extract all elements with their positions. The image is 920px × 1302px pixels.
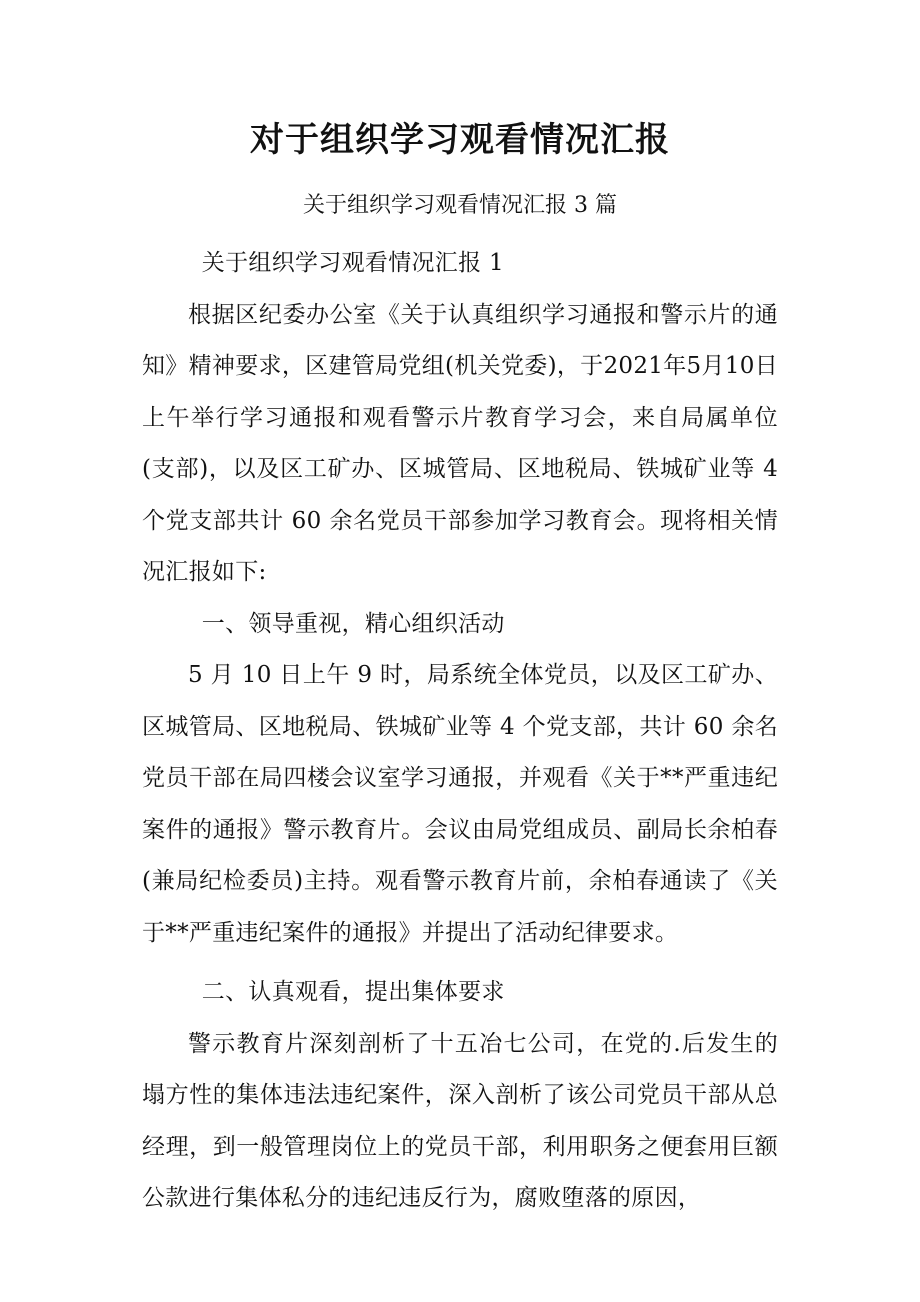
document-title: 对于组织学习观看情况汇报 bbox=[250, 120, 670, 160]
paragraph-meeting: 5 月 10 日上午 9 时，局系统全体党员，以及区工矿办、区城管局、区地税局、铁城矿业等 4 个党支部，共计 60 余名党员干部在局四楼会议室学习通报，并观看《关于**严重违纪案件的通报》警示教育片。会议由局党组成员、副局长余柏春(兼局纪检委员)主持。观看警示教育片前，余柏春通读了《关于**严重违纪案件的通报》并提出了活动纪律要求。 bbox=[142, 662, 778, 946]
document-subtitle: 关于组织学习观看情况汇报 3 篇 bbox=[303, 193, 617, 218]
heading-two: 二、认真观看，提出集体要求 bbox=[201, 979, 505, 1005]
section-title: 关于组织学习观看情况汇报 1 bbox=[201, 250, 504, 276]
paragraph-intro: 根据区纪委办公室《关于认真组织学习通报和警示片的通知》精神要求，区建管局党组(机关党委)，于2021年5月10日上午举行学习通报和观看警示片教育学习会，来自局属单位(支部)，以及区工矿办、区城管局、区地税局、铁城矿业等 4 个党支部共计 60 余名党员干部参加学习教育会。现将相关情况汇报如下: bbox=[142, 301, 778, 585]
document-body bbox=[142, 238, 778, 1225]
paragraph-video: 警示教育片深刻剖析了十五冶七公司，在党的.后发生的塌方性的集体违法违纪案件，深入剖析了该公司党员干部从总经理，到一般管理岗位上的党员干部，利用职务之便套用巨额公款进行集体私分的违纪违反行为，腐败堕落的原因， bbox=[142, 1030, 778, 1211]
heading-one: 一、领导重视，精心组织活动 bbox=[201, 610, 505, 637]
